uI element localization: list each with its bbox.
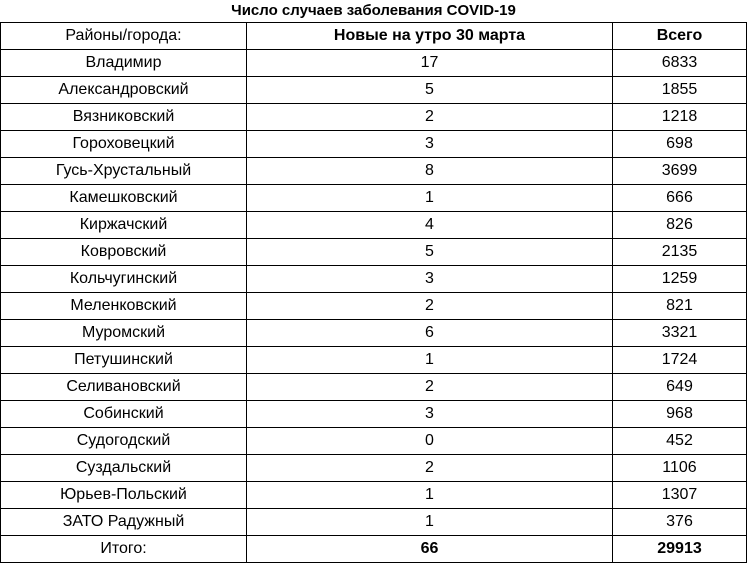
district-name: Юрьев-Польский (1, 482, 247, 509)
total-value: 821 (613, 293, 747, 320)
district-name: Камешковский (1, 185, 247, 212)
district-name: Собинский (1, 401, 247, 428)
new-cases-value: 2 (247, 293, 613, 320)
district-name: Вязниковский (1, 104, 247, 131)
table-row (1, 212, 747, 239)
header-total: Всего (613, 23, 747, 50)
new-cases-value: 2 (247, 455, 613, 482)
district-name: Меленковский (1, 293, 247, 320)
district-name: Гусь-Хрустальный (1, 158, 247, 185)
district-name: Муромский (1, 320, 247, 347)
total-value: 1724 (613, 347, 747, 374)
new-cases-value: 1 (247, 482, 613, 509)
table-row (1, 131, 747, 158)
header-district: Районы/города: (1, 23, 247, 50)
district-name: Ковровский (1, 239, 247, 266)
table-row (1, 455, 747, 482)
total-value: 376 (613, 509, 747, 536)
table-row (1, 320, 747, 347)
table-row (1, 347, 747, 374)
new-cases-value: 5 (247, 77, 613, 104)
district-name: ЗАТО Радужный (1, 509, 247, 536)
total-label: Итого: (1, 536, 247, 563)
new-cases-value: 6 (247, 320, 613, 347)
new-cases-value: 3 (247, 401, 613, 428)
district-name: Петушинский (1, 347, 247, 374)
header-new-cases: Новые на утро 30 марта (247, 23, 613, 50)
new-cases-value: 0 (247, 428, 613, 455)
new-cases-value: 4 (247, 212, 613, 239)
total-value: 1259 (613, 266, 747, 293)
total-value: 3699 (613, 158, 747, 185)
new-cases-value: 2 (247, 104, 613, 131)
total-value: 1855 (613, 77, 747, 104)
total-value: 3321 (613, 320, 747, 347)
table-row (1, 482, 747, 509)
table-row (1, 293, 747, 320)
new-cases-value: 1 (247, 185, 613, 212)
total-value: 1106 (613, 455, 747, 482)
new-cases-value: 8 (247, 158, 613, 185)
table-row (1, 509, 747, 536)
covid-cases-table (0, 22, 747, 563)
new-cases-value: 1 (247, 509, 613, 536)
total-value: 6833 (613, 50, 747, 77)
district-name: Селивановский (1, 374, 247, 401)
grand-total: 29913 (613, 536, 747, 563)
district-name: Кольчугинский (1, 266, 247, 293)
table-title: Число случаев заболевания COVID-19 (231, 2, 516, 19)
total-value: 826 (613, 212, 747, 239)
table-row (1, 158, 747, 185)
new-cases-value: 3 (247, 131, 613, 158)
district-name: Киржачский (1, 212, 247, 239)
new-cases-value: 2 (247, 374, 613, 401)
district-name: Владимир (1, 50, 247, 77)
district-name: Гороховецкий (1, 131, 247, 158)
table-row (1, 104, 747, 131)
table-row (1, 50, 747, 77)
district-name: Александровский (1, 77, 247, 104)
table-header-row (1, 23, 747, 50)
district-name: Суздальский (1, 455, 247, 482)
district-name: Судогодский (1, 428, 247, 455)
new-cases-value: 3 (247, 266, 613, 293)
total-value: 666 (613, 185, 747, 212)
table-row (1, 239, 747, 266)
total-value: 1218 (613, 104, 747, 131)
table-total-row (1, 536, 747, 563)
new-cases-value: 5 (247, 239, 613, 266)
total-value: 649 (613, 374, 747, 401)
total-value: 1307 (613, 482, 747, 509)
table-row (1, 374, 747, 401)
total-value: 2135 (613, 239, 747, 266)
total-value: 968 (613, 401, 747, 428)
table-row (1, 401, 747, 428)
new-cases-value: 1 (247, 347, 613, 374)
table-row (1, 266, 747, 293)
total-new-cases: 66 (247, 536, 613, 563)
total-value: 452 (613, 428, 747, 455)
total-value: 698 (613, 131, 747, 158)
table-row (1, 185, 747, 212)
table-row (1, 428, 747, 455)
new-cases-value: 17 (247, 50, 613, 77)
table-row (1, 77, 747, 104)
